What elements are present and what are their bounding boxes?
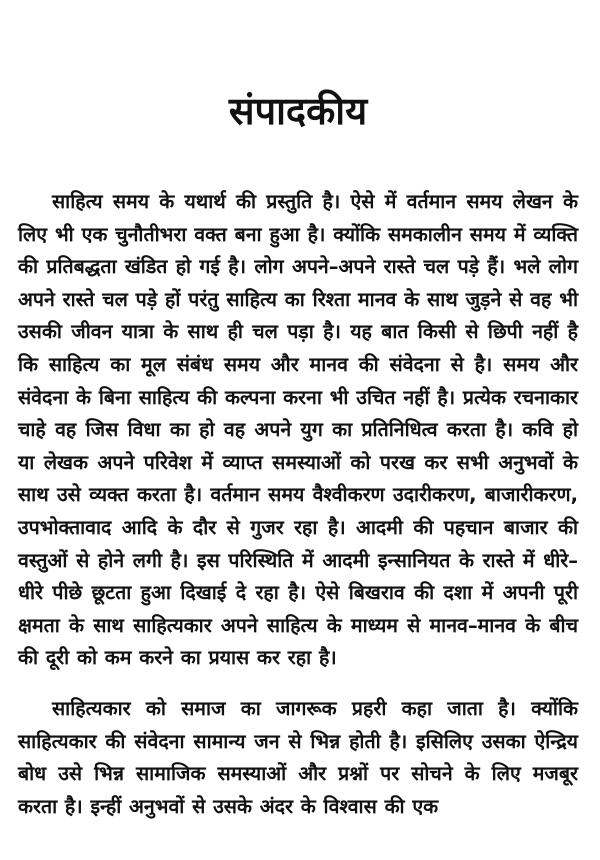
- paragraph-2: साहित्यकार को समाज का जागरूक प्रहरी कहा जाता है। क्योंकि साहित्यकार की संवेदना सामान्य जन से भिन्न होती है। इसिलिए उसका ऐन्द्रिय बोध उसे भिन्न सामाजिक समस्याओं और प्रश्नों पर सोचने के लिए मजबूर करता है। इन्हीं अनुभवों से उसके अंदर के विश्वास की एक: [18, 696, 578, 818]
- editorial-body: [18, 186, 578, 823]
- page-title: संपादकीय: [228, 89, 368, 133]
- paragraph-1: साहित्य समय के यथार्थ की प्रस्तुति है। ऐसे में वर्तमान समय लेखन के लिए भी एक चुनौतीभरा वक्त बना हुआ है। क्योंकि समकालीन समय में व्यक्ति की प्रतिबद्धता खंडित हो गई है। लोग अपने–अपने रास्ते चल पड़े हैं। भले लोग अपने रास्ते चल पड़े हों परंतु साहित्य का रिश्ता मानव के साथ जुड़ने से वह भी उसकी जीवन यात्रा के साथ ही चल पड़ा है। यह बात किसी से छिपी नहीं है कि साहित्य का मूल संबंध समय और मानव की संवेदना से है। समय और संवेदना के बिना साहित्य की कल्पना करना भी उचित नहीं है। प्रत्येक रचनाकार चाहे वह जिस विधा का हो वह अपने युग का प्रतिनिधित्व करता है। कवि हो या लेखक अपने परिवेश में व्याप्त समस्याओं को परख कर सभी अनुभवों के साथ उसे व्यक्त करता है। वर्तमान समय वैश्वीकरण उदारीकरण, बाजारीकरण, उपभोक्तावाद आदि के दौर से गुजर रहा है। आदमी की पहचान बाजार की वस्तुओं से होने लगी है। इस परिस्थिति में आदमी इन्सानियत के रास्ते में धीरे–धीरे पीछे छूटता हुआ दिखाई दे रहा है। ऐसे बिखराव की दशा में अपनी पूरी क्षमता के साथ साहित्यकार अपने साहित्य के माध्यम से मानव–मानव के बीच की दूरी को कम करने का प्रयास कर रहा है।: [18, 190, 578, 670]
